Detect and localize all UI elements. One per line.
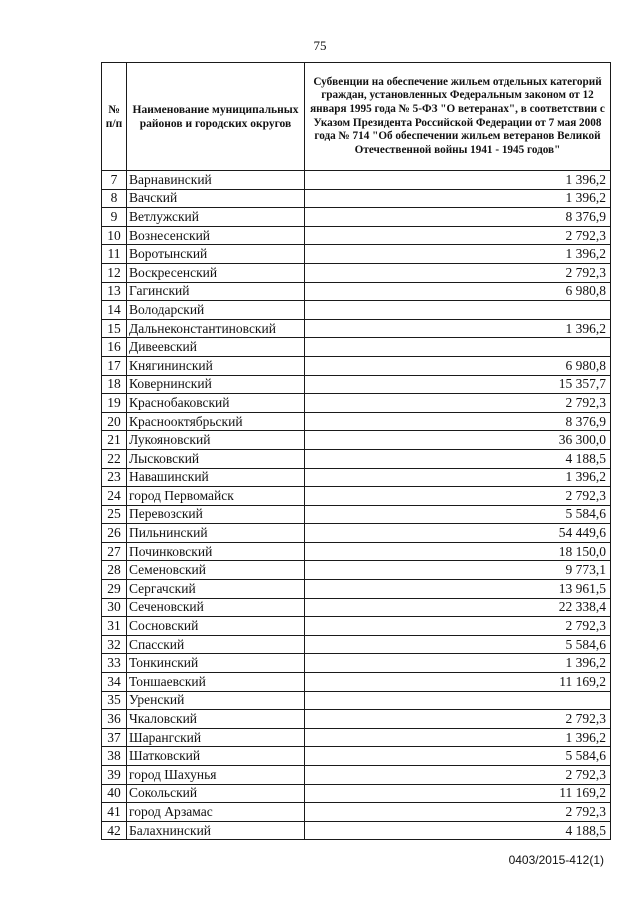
row-number: 39 (102, 766, 127, 785)
municipality-name: Шарангский (127, 728, 305, 747)
table-row (102, 635, 611, 654)
table-row (102, 431, 611, 450)
municipality-name: Краснобаковский (127, 394, 305, 413)
subventions-table (101, 62, 611, 840)
page-number: 75 (313, 38, 327, 53)
municipality-name: Краснооктябрьский (127, 412, 305, 431)
subvention-amount: 5 584,6 (305, 505, 611, 524)
table-row (102, 673, 611, 692)
row-number: 12 (102, 263, 127, 282)
municipality-name: Тонкинский (127, 654, 305, 673)
row-number: 16 (102, 338, 127, 357)
subvention-amount: 2 792,3 (305, 263, 611, 282)
municipality-name: Перевозский (127, 505, 305, 524)
table-row (102, 189, 611, 208)
table-row (102, 338, 611, 357)
table-row (102, 728, 611, 747)
row-number: 35 (102, 691, 127, 710)
municipality-name: Сергачский (127, 580, 305, 599)
subvention-amount: 5 584,6 (305, 747, 611, 766)
table-row (102, 394, 611, 413)
table-row (102, 226, 611, 245)
municipality-name: Дальнеконстантиновский (127, 319, 305, 338)
subvention-amount: 13 961,5 (305, 580, 611, 599)
header-number: № п/п (102, 63, 127, 171)
municipality-name: Балахнинский (127, 821, 305, 840)
row-number: 42 (102, 821, 127, 840)
table-row (102, 617, 611, 636)
municipality-name: Сосновский (127, 617, 305, 636)
subvention-amount: 9 773,1 (305, 561, 611, 580)
subvention-amount: 2 792,3 (305, 487, 611, 506)
municipality-name: Шатковский (127, 747, 305, 766)
municipality-name: Варнавинский (127, 171, 305, 190)
table-body (102, 171, 611, 840)
row-number: 14 (102, 301, 127, 320)
table-row (102, 375, 611, 394)
subvention-amount: 2 792,3 (305, 617, 611, 636)
subvention-amount: 15 357,7 (305, 375, 611, 394)
municipality-name: Семеновский (127, 561, 305, 580)
row-number: 34 (102, 673, 127, 692)
subvention-amount: 18 150,0 (305, 542, 611, 561)
municipality-name: Починковский (127, 542, 305, 561)
document-code: 0403/2015-412(1) (508, 853, 604, 867)
municipality-name: Гагинский (127, 282, 305, 301)
table-row (102, 412, 611, 431)
row-number: 20 (102, 412, 127, 431)
table-row (102, 282, 611, 301)
row-number: 18 (102, 375, 127, 394)
subvention-amount: 2 792,3 (305, 226, 611, 245)
row-number: 31 (102, 617, 127, 636)
row-number: 40 (102, 784, 127, 803)
row-number: 19 (102, 394, 127, 413)
table-row (102, 691, 611, 710)
row-number: 26 (102, 524, 127, 543)
municipality-name: Уренский (127, 691, 305, 710)
subvention-amount: 4 188,5 (305, 821, 611, 840)
row-number: 15 (102, 319, 127, 338)
subvention-amount: 1 396,2 (305, 245, 611, 264)
municipality-name: Воротынский (127, 245, 305, 264)
municipality-name: Володарский (127, 301, 305, 320)
subvention-amount: 6 980,8 (305, 356, 611, 375)
table-row (102, 356, 611, 375)
row-number: 36 (102, 710, 127, 729)
subvention-amount (305, 691, 611, 710)
table-row (102, 784, 611, 803)
subvention-amount: 54 449,6 (305, 524, 611, 543)
subvention-amount: 1 396,2 (305, 654, 611, 673)
row-number: 10 (102, 226, 127, 245)
subvention-amount (305, 301, 611, 320)
table-row (102, 803, 611, 822)
municipality-name: Дивеевский (127, 338, 305, 357)
municipality-name: Лукояновский (127, 431, 305, 450)
table-row (102, 561, 611, 580)
subvention-amount: 1 396,2 (305, 319, 611, 338)
table-row (102, 301, 611, 320)
table-row (102, 747, 611, 766)
row-number: 28 (102, 561, 127, 580)
row-number: 33 (102, 654, 127, 673)
table-row (102, 468, 611, 487)
municipality-name: город Шахунья (127, 766, 305, 785)
municipality-name: Спасский (127, 635, 305, 654)
municipality-name: Воскресенский (127, 263, 305, 282)
subvention-amount: 2 792,3 (305, 766, 611, 785)
municipality-name: Княгининский (127, 356, 305, 375)
row-number: 9 (102, 208, 127, 227)
table-row (102, 263, 611, 282)
subvention-amount: 1 396,2 (305, 189, 611, 208)
table-row (102, 208, 611, 227)
subvention-amount: 36 300,0 (305, 431, 611, 450)
row-number: 32 (102, 635, 127, 654)
row-number: 21 (102, 431, 127, 450)
subvention-amount: 22 338,4 (305, 598, 611, 617)
table-row (102, 598, 611, 617)
table-row (102, 580, 611, 599)
subvention-amount: 1 396,2 (305, 171, 611, 190)
subvention-amount: 8 376,9 (305, 208, 611, 227)
municipality-name: Лысковский (127, 449, 305, 468)
row-number: 8 (102, 189, 127, 208)
row-number: 23 (102, 468, 127, 487)
row-number: 24 (102, 487, 127, 506)
table-row (102, 766, 611, 785)
subvention-amount: 6 980,8 (305, 282, 611, 301)
subvention-amount: 2 792,3 (305, 803, 611, 822)
header-municipality-name: Наименование муниципальных районов и городских округов (127, 63, 305, 171)
subvention-amount: 11 169,2 (305, 673, 611, 692)
table-row (102, 542, 611, 561)
table-row (102, 524, 611, 543)
row-number: 11 (102, 245, 127, 264)
subvention-amount (305, 338, 611, 357)
municipality-name: Сеченовский (127, 598, 305, 617)
table-header (102, 63, 611, 171)
row-number: 41 (102, 803, 127, 822)
subvention-amount: 4 188,5 (305, 449, 611, 468)
municipality-name: Сокольский (127, 784, 305, 803)
subvention-amount: 2 792,3 (305, 710, 611, 729)
row-number: 30 (102, 598, 127, 617)
row-number: 29 (102, 580, 127, 599)
row-number: 38 (102, 747, 127, 766)
subvention-amount: 11 169,2 (305, 784, 611, 803)
subvention-amount: 5 584,6 (305, 635, 611, 654)
table-row (102, 821, 611, 840)
table-row (102, 710, 611, 729)
row-number: 22 (102, 449, 127, 468)
table-row (102, 171, 611, 190)
municipality-name: Пильнинский (127, 524, 305, 543)
subvention-amount: 8 376,9 (305, 412, 611, 431)
subvention-amount: 2 792,3 (305, 394, 611, 413)
table-row (102, 654, 611, 673)
row-number: 27 (102, 542, 127, 561)
municipality-name: Вачский (127, 189, 305, 208)
municipality-name: Ковернинский (127, 375, 305, 394)
table-row (102, 319, 611, 338)
subvention-amount: 1 396,2 (305, 468, 611, 487)
row-number: 37 (102, 728, 127, 747)
header-subvention-amount: Субвенции на обеспечение жильем отдельных категорий граждан, установленных Федеральным законом от 12 января 1995 года № 5-ФЗ "О ветеранах", в соответствии с Указом Президента Российской Федерации от 7 мая 2008 года № 714 "Об обеспечении жильем ветеранов Великой Отечественной войны 1941 - 1945 годов" (305, 63, 611, 171)
subvention-amount: 1 396,2 (305, 728, 611, 747)
table-row (102, 505, 611, 524)
municipality-name: Ветлужский (127, 208, 305, 227)
row-number: 13 (102, 282, 127, 301)
municipality-name: Вознесенский (127, 226, 305, 245)
table-row (102, 449, 611, 468)
municipality-name: Тоншаевский (127, 673, 305, 692)
table-row (102, 487, 611, 506)
municipality-name: город Первомайск (127, 487, 305, 506)
table-row (102, 245, 611, 264)
municipality-name: Навашинский (127, 468, 305, 487)
row-number: 7 (102, 171, 127, 190)
municipality-name: Чкаловский (127, 710, 305, 729)
row-number: 25 (102, 505, 127, 524)
row-number: 17 (102, 356, 127, 375)
municipality-name: город Арзамас (127, 803, 305, 822)
